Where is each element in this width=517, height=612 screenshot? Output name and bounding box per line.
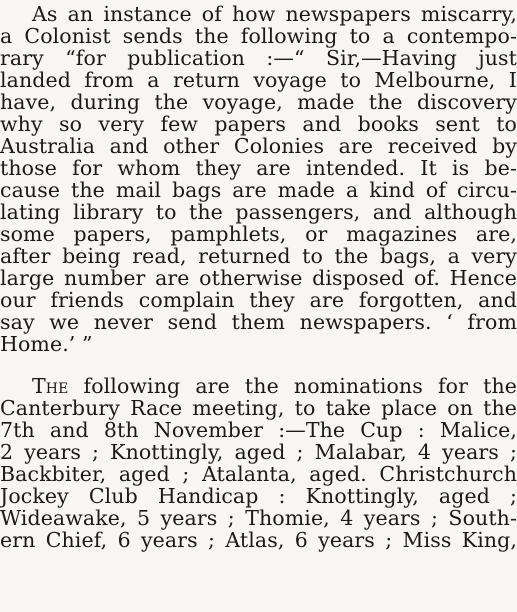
text-line: rary “for publication :—“ Sir,—Having just [0, 46, 517, 70]
text-line [0, 375, 517, 397]
text-line: Australia and other Colonies are received by [0, 134, 517, 158]
lead-word: The [32, 374, 69, 398]
text-line: lating library to the passengers, and although [0, 200, 517, 224]
text-line: those for whom they are intended. It is be- [0, 156, 517, 180]
text-line: Wideawake, 5 years ; Thomie, 4 years ; South- [0, 506, 517, 530]
text-line: landed from a return voyage to Melbourne, I [0, 68, 517, 92]
text-line: 2 years ; Knottingly, aged ; Malabar, 4 years ; [0, 440, 517, 464]
text-line: say we never send them newspapers. ‘ from [0, 310, 517, 334]
text-line: As an instance of how newspapers miscarry, [32, 2, 517, 26]
text-line: ern Chief, 6 years ; Atlas, 6 years ; Miss King, [0, 528, 517, 552]
text-line: large number are otherwise disposed of. Hence [0, 266, 517, 290]
text-line: Home.’ ” [0, 332, 93, 356]
text-line: after being read, returned to the bags, a very [0, 244, 517, 268]
text-line: why so very few papers and books sent to [0, 112, 517, 136]
lead-line-rest: following are the nominations for the [68, 374, 517, 398]
text-line: Canterbury Race meeting, to take place on the [0, 396, 517, 420]
text-line: Backbiter, aged ; Atalanta, aged. Christchurch [0, 462, 517, 486]
text-line: have, during the voyage, made the discovery [0, 90, 517, 114]
text-line: cause the mail bags are made a kind of circu- [0, 178, 517, 202]
text-line: Jockey Club Handicap : Knottingly, aged ; [0, 484, 517, 508]
text-line: 7th and 8th November :—The Cup : Malice, [0, 418, 517, 442]
text-line: our friends complain they are forgotten, and [0, 288, 517, 312]
text-line: a Colonist sends the following to a contempo- [0, 24, 517, 48]
text-line: some papers, pamphlets, or magazines are, [0, 222, 517, 246]
